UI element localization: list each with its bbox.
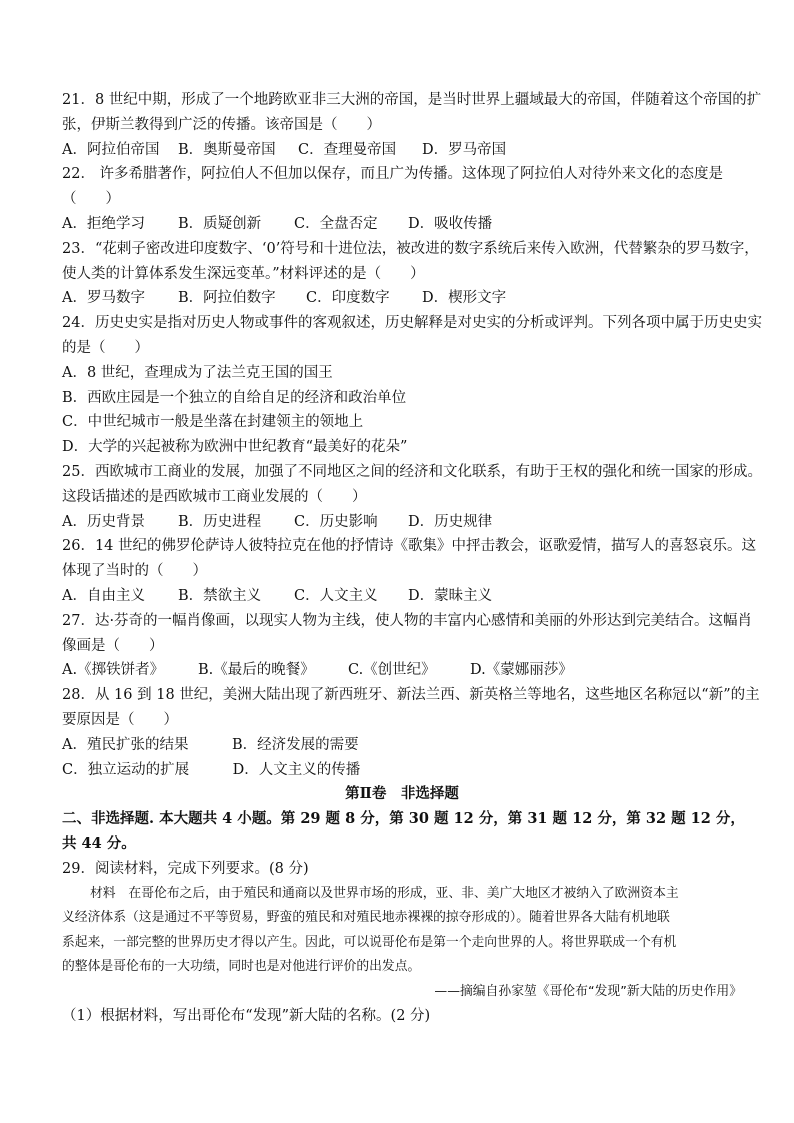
option-a[interactable]: A．自由主义	[62, 587, 145, 604]
question-text: 使人类的计算体系发生深远变革。”材料评述的是（ ）	[62, 265, 425, 282]
section-title: 第Ⅱ卷 非选择题	[345, 785, 459, 803]
option-b[interactable]: B．质疑创新	[178, 215, 262, 232]
section-header: 共 44 分。	[62, 834, 136, 852]
option-c[interactable]: C．查理曼帝国	[298, 141, 397, 158]
question-text: 26．14 世纪的佛罗伦萨诗人彼特拉克在他的抒情诗《歌集》中抨击教会，讴歌爱情，描写人的喜怒哀乐。这	[62, 538, 757, 555]
option-a[interactable]: A．历史背景	[62, 513, 145, 530]
option-a[interactable]: A．拒绝学习	[62, 215, 145, 232]
option-c[interactable]: C.《创世纪》	[348, 662, 436, 679]
option-d[interactable]: D．楔形文字	[422, 290, 507, 307]
question-text: 21．8 世纪中期，形成了一个地跨欧亚非三大洲的帝国，是当时世界上疆域最大的帝国，伴随着这个帝国的扩	[62, 92, 762, 108]
option-c[interactable]: C．人文主义	[294, 587, 378, 604]
option-a[interactable]: A．阿拉伯帝国	[62, 141, 160, 158]
question-text: 27．达·芬奇的一幅肖像画，以现实人物为主线，使人物的丰富内心感情和美丽的外形达到完美结合。这幅肖	[62, 612, 753, 629]
material-text: 系起来，一部完整的世界历史才得以产生。因此，可以说哥伦布是第一个走向世界的人。将世界联成一个有机	[62, 934, 677, 950]
question-text: 体现了当时的（ ）	[62, 563, 207, 580]
section-header: 二、非选择题. 本大题共 4 小题。第 29 题 8 分，第 30 题 12 分，第 31 题 12 分，第 32 题 12 分，	[62, 810, 745, 828]
question-text: 28．从 16 到 18 世纪，美洲大陆出现了新西班牙、新法兰西、新英格兰等地名，这些地区名称冠以“新”的主	[62, 687, 760, 704]
question-text: （ ）	[62, 191, 120, 208]
sub-question-1: （1）根据材料，写出哥伦布“发现”新大陆的名称。(2 分)	[62, 1008, 431, 1025]
question-text: 22． 许多希腊著作，阿拉伯人不但加以保存，而且广为传播。这体现了阿拉伯人对待外来文化的态度是	[62, 166, 724, 183]
question-25	[62, 460, 762, 534]
material-block	[62, 882, 742, 1005]
question-text: 24．历史史实是指对历史人物或事件的客观叙述，历史解释是对史实的分析或评判。下列各项中属于历史史实	[62, 315, 762, 332]
option-c[interactable]: C．中世纪城市一般是坐落在封建领主的领地上	[62, 414, 364, 431]
options-row	[62, 510, 742, 535]
material-text: 义经济体系（这是通过不平等贸易，野蛮的殖民和对殖民地赤裸裸的掠夺形成的）。随着世界各大陆有机地联	[62, 910, 670, 926]
material-source: ——摘编自孙家堃《哥伦布“发现”新大陆的历史作用》	[434, 983, 742, 999]
option-d[interactable]: D．大学的兴起被称为欧洲中世纪教育“最美好的花朵”	[62, 439, 408, 456]
question-text: 张，伊斯兰教得到广泛的传播。该帝国是（ ）	[62, 116, 381, 133]
question-text: 23．“花剌子密改进印度数字、‘0’符号和十进位法，被改进的数字系统后来传入欧洲，代替繁杂的罗马数字，	[62, 240, 759, 257]
question-23	[62, 237, 759, 311]
question-21	[62, 88, 762, 162]
question-26	[62, 534, 757, 608]
question-27	[62, 609, 753, 683]
option-a[interactable]: A.《掷铁饼者》	[62, 662, 165, 679]
options-row-ab[interactable]: A．殖民扩张的结果 B．经济发展的需要	[62, 736, 359, 753]
option-d[interactable]: D．罗马帝国	[422, 141, 507, 158]
question-text: 像画是（ ）	[62, 637, 164, 654]
question-text: 的是（ ）	[62, 339, 149, 356]
material-text: 的整体是哥伦布的一大功绩，同时也是对他进行评价的出发点。	[62, 959, 421, 975]
options-row	[62, 286, 742, 311]
question-22	[62, 162, 742, 236]
question-28	[62, 683, 760, 782]
option-b[interactable]: B．历史进程	[178, 513, 262, 530]
material-text: 材料 在哥伦布之后，由于殖民和通商以及世界市场的形成，亚、非、美广大地区才被纳入了欧洲资本主	[90, 885, 679, 901]
option-a[interactable]: A．罗马数字	[62, 290, 145, 307]
option-d[interactable]: D.《蒙娜丽莎》	[470, 662, 573, 679]
exam-page	[62, 88, 762, 1029]
option-b[interactable]: B．阿拉伯数字	[178, 290, 276, 307]
question-text: 要原因是（ ）	[62, 711, 178, 728]
option-c[interactable]: C．全盘否定	[294, 215, 378, 232]
options-row-cd[interactable]: C．独立运动的扩展 D．人文主义的传播	[62, 761, 361, 778]
option-b[interactable]: B．西欧庄园是一个独立的自给自足的经济和政治单位	[62, 389, 407, 406]
options-row	[62, 658, 742, 683]
option-c[interactable]: C．历史影响	[294, 513, 378, 530]
option-b[interactable]: B.《最后的晚餐》	[198, 662, 315, 679]
options-row	[62, 138, 742, 163]
option-d[interactable]: D．历史规律	[408, 513, 493, 530]
option-d[interactable]: D．吸收传播	[408, 215, 493, 232]
question-text: 25．西欧城市工商业的发展，加强了不同地区之间的经济和文化联系，有助于王权的强化和统一国家的形成。	[62, 463, 762, 480]
question-24	[62, 311, 762, 460]
option-d[interactable]: D．蒙昧主义	[408, 587, 493, 604]
options-row	[62, 212, 742, 237]
options-row	[62, 584, 742, 609]
option-b[interactable]: B．奥斯曼帝国	[178, 141, 276, 158]
option-c[interactable]: C．印度数字	[306, 290, 390, 307]
option-b[interactable]: B．禁欲主义	[178, 587, 262, 604]
question-text: 这段话描述的是西欧城市工商业发展的（ ）	[62, 488, 367, 505]
option-a[interactable]: A．8 世纪，查理成为了法兰克王国的国王	[62, 364, 333, 381]
question-29-title: 29．阅读材料，完成下列要求。(8 分)	[62, 860, 309, 877]
